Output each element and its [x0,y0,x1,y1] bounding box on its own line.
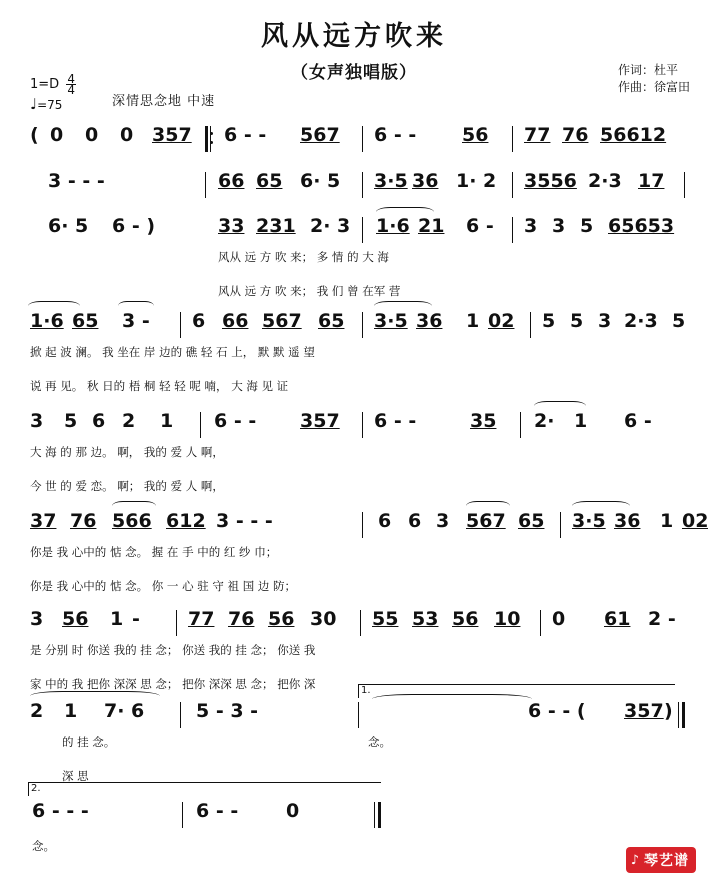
time-signature [66,74,76,95]
note-group: 5 [64,410,78,432]
note-group: 65 [72,310,99,332]
barline [520,412,521,438]
note-group: 6 [192,310,206,332]
barline [540,610,541,636]
note-group: 56612 [600,124,667,146]
note-group: 56 [462,124,489,146]
note-group: 567 [300,124,340,146]
lyric-line: 家 中的 我 把你 深深 思 念； 把你 深深 思 念； 把你 深 [30,677,316,691]
slur [112,501,156,511]
system-6-lyrics-verse1 [0,544,708,564]
barline [358,702,359,728]
note-group: 6· 5 [48,215,89,237]
note-group: 2 [30,700,44,722]
credits [618,62,690,96]
note-group: 2·3 [588,170,622,192]
note-group: 56 [452,608,479,630]
note-group: 566 [112,510,152,532]
note-group: 5 - 3 - [196,700,259,722]
system-2 [0,170,708,204]
meter-bottom: 4 [67,83,75,97]
lyric-line: 念。 [32,839,55,853]
page-title: 风从远方吹来 [261,21,447,52]
note-group: 6· 5 [300,170,341,192]
barline [362,512,363,538]
barline [362,126,363,152]
system-8-lyrics-verse1 [0,734,708,754]
lyric-line: 的 挂 念。 [62,735,116,749]
lyricist: 作词：杜平 [617,63,678,77]
note-group: 6 - - [196,800,239,822]
note-group: 77 [188,608,215,630]
slur [376,207,434,217]
system-9-lyrics [0,838,708,858]
note-group: 1 [574,410,588,432]
lyric-line: 是 分别 时 你送 我的 挂 念； 你送 我的 挂 念； 你送 我 [30,643,316,657]
lyric-line: 说 再 见。 秋 日的 梧 桐 轻 轻 呢 喃， 大 海 见 证 [30,379,289,393]
note-group: 3 - - - [216,510,273,532]
note-group: 76 [562,124,589,146]
lyric-line: 你是 我 心中的 惦 念。 握 在 手 中的 红 纱 巾； [30,545,278,559]
system-3-lyrics-verse1 [0,249,708,269]
barline [200,412,201,438]
note-group: 6 - - [214,410,257,432]
note-group: 6 - - - [32,800,89,822]
composer: 作曲：徐富田 [617,80,690,94]
tempo-marking [30,95,62,113]
note-group: 66 [218,170,245,192]
note-group: 56 [62,608,89,630]
system-4 [0,310,708,393]
note-group: 3 [598,310,612,332]
note-group: 21 [418,215,445,237]
slur [466,501,510,511]
note-group: 3 [30,608,44,630]
lyric-line: 你是 我 心中的 惦 念。 你 一 心 驻 守 祖 国 边 防； [30,579,297,593]
system-1-notes [0,124,708,158]
note-group: 55 [372,608,399,630]
slur [374,301,432,311]
note-group: 2·3 [624,310,658,332]
slur [572,501,630,511]
note-group: 2· 3 [310,215,351,237]
page-subtitle: （女声独唱版） [291,63,417,83]
barline [512,172,513,198]
system-9-notes [0,800,708,834]
note-group: 6 - [466,215,494,237]
system-6-lyrics-verse2 [0,578,708,598]
note-group: 65 [518,510,545,532]
system-6 [0,510,708,593]
lyric-line: 掀 起 波 澜。 我 坐在 岸 边的 礁 轻 石 上， 默 默 遥 望 [30,345,315,359]
lyric-line: 深 思 [62,769,89,783]
note-group: 66 [222,310,249,332]
system-8-notes [0,700,708,734]
note-group: 6 - - ( [528,700,586,722]
system-7 [0,608,708,691]
repeat-dots [210,132,213,144]
note-group: 3 [30,410,44,432]
note-group: 6 [408,510,422,532]
barline [180,702,181,728]
note-group: 76 [70,510,97,532]
system-1 [0,124,708,158]
note-group: 33 [218,215,245,237]
note-group: 357 [300,410,340,432]
barline [512,217,513,243]
system-2-notes [0,170,708,204]
system-4-notes [0,310,708,344]
system-5 [0,410,708,493]
note-group: 3556 [524,170,577,192]
note-group: 0 [50,124,64,146]
logo-text: 琴艺谱 [644,853,689,869]
note-group: 567 [466,510,506,532]
lyric-line: 今 世 的 爱 恋。 啊； 我的 爱 人 啊， [30,479,224,493]
note-group: 1·6 [30,310,64,332]
key-signature [30,74,76,95]
slur [372,694,532,704]
lyric-line: 风从 远 方 吹 来； 多 情 的 大 海 [218,250,389,264]
note-group: 3 [436,510,450,532]
note-group: 02 [682,510,708,532]
system-5-lyrics-verse1 [0,444,708,464]
barline [362,217,363,243]
note-group: 3·5 [374,310,408,332]
system-3-lyrics-verse2 [0,283,708,303]
note-group: 7· 6 [104,700,145,722]
barline [512,126,513,152]
note-group: 6 [378,510,392,532]
barline [205,172,206,198]
note-group: 53 [412,608,439,630]
note-group: 3·5 [572,510,606,532]
note-group: 1 [160,410,174,432]
note-group: 2 [122,410,136,432]
note-group: 1 [110,608,124,630]
note-group: 0 [552,608,566,630]
system-9 [0,783,708,854]
barline [176,610,177,636]
note-group: 1· 2 [456,170,497,192]
note-group: 65 [256,170,283,192]
system-5-notes [0,410,708,444]
note-group: 0 [85,124,99,146]
system-5-lyrics-verse2 [0,478,708,498]
system-3 [0,215,708,298]
quarter-note-icon: ♩ [30,95,38,113]
tempo-value: =75 [37,98,63,112]
note-group: 6 - ) [112,215,156,237]
note-group: 36 [416,310,443,332]
note-group: 5 [542,310,556,332]
note-group: 1 [660,510,674,532]
note-group: 61 [604,608,631,630]
note-group: 65653 [608,215,675,237]
note-group: 3·5 [374,170,408,192]
note-group: 76 [228,608,255,630]
lyric-word: 念。 [368,735,391,749]
system-7-notes [0,608,708,642]
note-group: 567 [262,310,302,332]
note-group: 5 [580,215,594,237]
note-group: 1 [466,310,480,332]
barline [362,412,363,438]
note-group: 36 [412,170,439,192]
system-3-notes [0,215,708,249]
second-ending-bracket [28,782,381,796]
lyric-line: 大 海 的 那 边。 啊， 我的 爱 人 啊， [30,445,224,459]
note-group: 6 - - [224,124,267,146]
key-label: 1=D [30,77,60,92]
barline [684,172,685,198]
note-group: 3 - [122,310,150,332]
note-group: 3 [552,215,566,237]
note-group: 77 [524,124,551,146]
note-group: 65 [318,310,345,332]
music-note-icon: ♪ [630,852,640,868]
note-group: 5 [672,310,686,332]
barline [560,512,561,538]
note-group: 3 [524,215,538,237]
note-group: 37 [30,510,57,532]
barline [182,802,183,828]
note-group: 1 [64,700,78,722]
mood-marking: 深情思念地 中速 [112,94,216,109]
first-ending-label: 1. [361,685,371,696]
note-group: 36 [614,510,641,532]
note-group: 612 [166,510,206,532]
barline [362,312,363,338]
meter-top: 4 [67,72,75,86]
note-group: 6 - - [374,410,417,432]
system-8 [0,685,708,783]
note-group: - [132,608,140,630]
note-group: 1·6 [376,215,410,237]
barline [360,610,361,636]
note-group: 5 [570,310,584,332]
site-logo[interactable] [626,847,696,873]
barline [362,172,363,198]
note-group: 0 [120,124,134,146]
note-group: ) [664,700,673,722]
note-group: 30 [310,608,337,630]
note-group: 231 [256,215,296,237]
note-group: 357 [624,700,664,722]
note-group: 2 - [648,608,676,630]
note-group: 6 [92,410,106,432]
lyric-line: 风从 远 方 吹 来； 我 们 曾 在军 营 [218,284,401,298]
system-7-lyrics-verse1 [0,642,708,662]
note-group: 2· [534,410,555,432]
system-4-lyrics-verse1 [0,344,708,364]
note-group: 357 [152,124,192,146]
note-group: 6 - [624,410,652,432]
note-group: 0 [286,800,300,822]
slur [534,401,586,411]
second-ending-label: 2. [31,783,41,794]
note-group: 35 [470,410,497,432]
note-group: 3 - - - [48,170,105,192]
note-group: 56 [268,608,295,630]
note-group: ( [30,124,39,146]
note-group: 02 [488,310,515,332]
note-group: 17 [638,170,665,192]
barline [530,312,531,338]
barline [180,312,181,338]
note-group: 6 - - [374,124,417,146]
note-group: 10 [494,608,521,630]
system-6-notes [0,510,708,544]
system-4-lyrics-verse2 [0,378,708,398]
